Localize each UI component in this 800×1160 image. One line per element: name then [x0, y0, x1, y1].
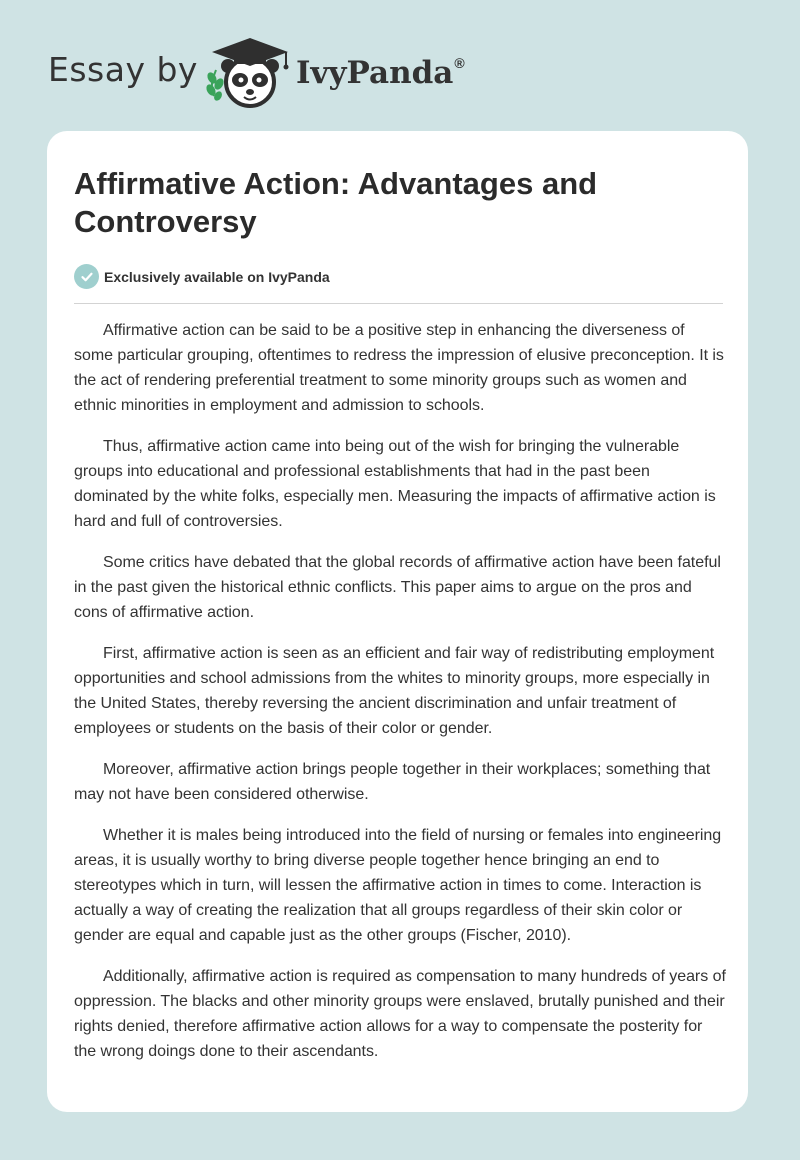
brand-name: IvyPanda: [296, 55, 454, 91]
exclusive-label: Exclusively available on IvyPanda: [104, 268, 330, 285]
paragraph: Thus, affirmative action came into being out of the wish for bringing the vulnerable groups into educational and professional establishments that had in the past been dominated by the white folks, especially men. Measuring the impacts of affirmative action is hard and full of controversies.: [74, 438, 716, 530]
divider: [74, 303, 723, 304]
essay-card: [47, 131, 748, 1112]
paragraph: Whether it is males being introduced into the field of nursing or females into engineering areas, it is usually worthy to bring diverse people together hence bringing an end to stereotypes which in turn, will lessen the affirmative action in times to come. Interaction is actually a way of creating the realization that all groups regardless of their skin color or gender are equal and capable just as the other groups (Fischer, 2010).: [74, 827, 722, 944]
panda-graduate-icon[interactable]: [202, 36, 294, 110]
registered-mark: ®: [454, 54, 465, 71]
paragraph: Affirmative action can be said to be a positive step in enhancing the diverseness of some particular grouping, oftentimes to redress the impression of elusive preconception. It is the act of rendering preferential treatment to some minority groups such as women and ethnic minorities in employment and admission to schools.: [74, 322, 724, 414]
essay-body: [74, 318, 726, 1080]
check-circle-icon: [74, 264, 99, 289]
site-header: [0, 0, 800, 130]
essay-by-label: Essay by: [48, 50, 198, 89]
page-title: Affirmative Action: Advantages and Controversy: [74, 166, 598, 239]
paragraph: Moreover, affirmative action brings people together in their workplaces; something that may not have been considered otherwise.: [74, 761, 711, 803]
paragraph: Some critics have debated that the global records of affirmative action have been fateful in the past given the historical ethnic conflicts. This paper aims to argue on the pros and cons of affirmative action.: [74, 554, 721, 621]
paragraph: Additionally, affirmative action is required as compensation to many hundreds of years of oppression. The blacks and other minority groups were enslaved, brutally punished and their rights denied, therefore affirmative action allows for a way to compensate the posterity for the wrong doings done to their ascendants.: [74, 968, 726, 1060]
exclusive-badge: [74, 264, 330, 289]
paragraph: First, affirmative action is seen as an efficient and fair way of redistributing employment opportunities and school admissions from the whites to minority groups, more especially in the United States, thereby reversing the ancient discrimination and unfair treatment of employees or students on the basis of their color or gender.: [74, 645, 715, 737]
brand-logo[interactable]: [296, 55, 465, 91]
